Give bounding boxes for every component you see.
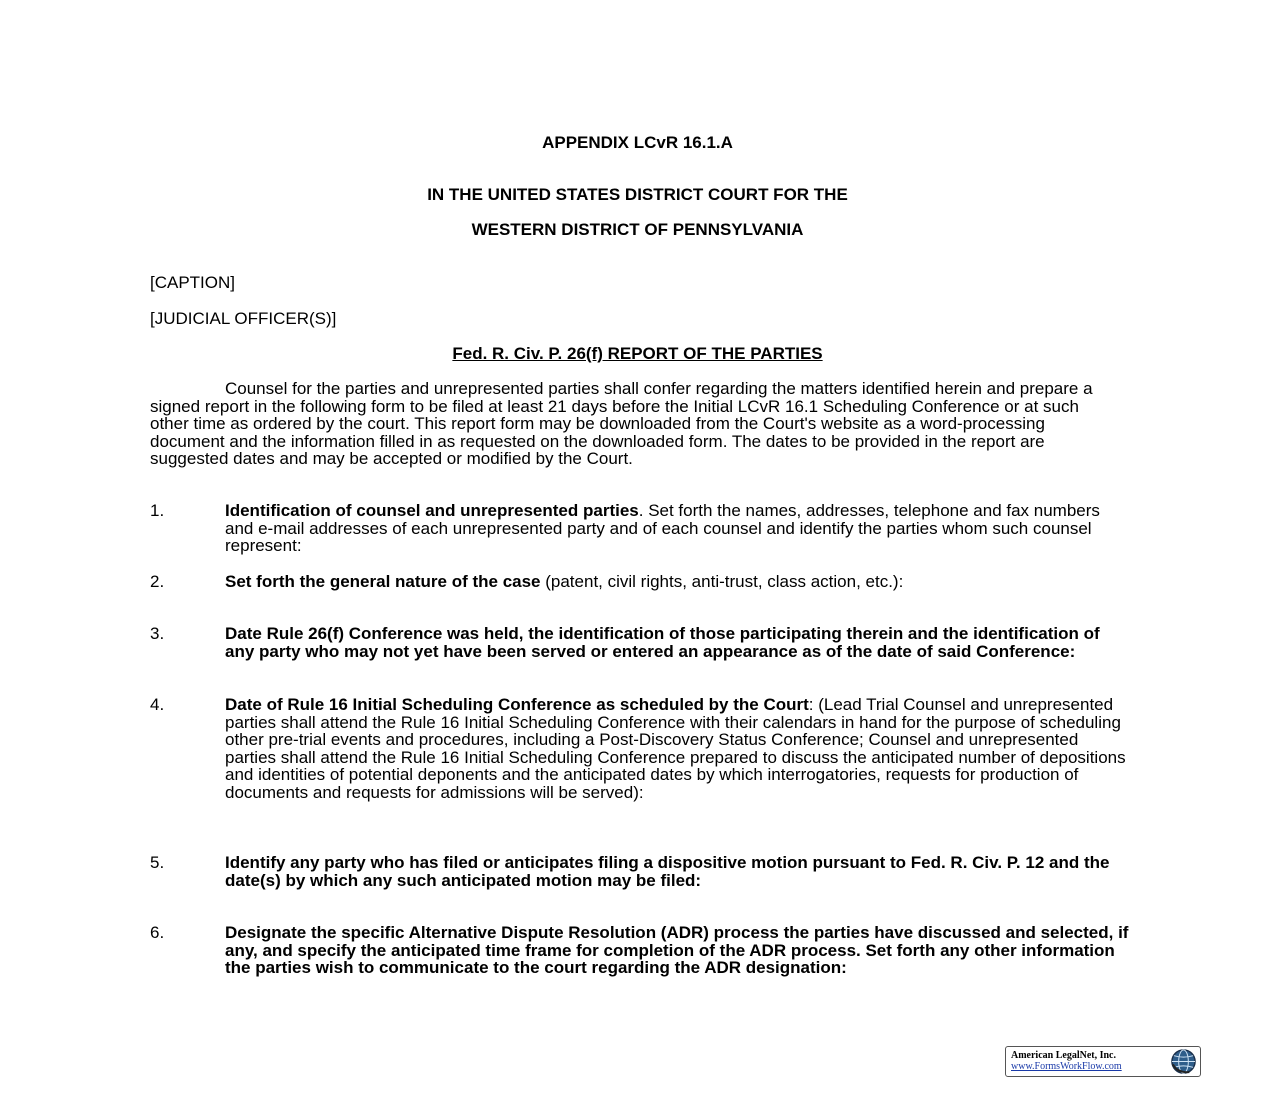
item-number: 2. [150,572,165,591]
item-number: 6. [150,923,165,942]
item-text: (patent, civil rights, anti-trust, class action, etc.): [540,572,904,591]
item-bold-text: Date Rule 26(f) Conference was held, the identification of those participating therein and the identification of any party who may not yet have been served or entered an appearance as of the date of said Conference: [225,624,1100,661]
logo-url-link[interactable]: www.FormsWorkFlow.com [1011,1061,1122,1072]
court-heading-line2: WESTERN DISTRICT OF PENNSYLVANIA [471,220,804,239]
caption-placeholder: [CAPTION] [150,273,236,292]
item-body [225,854,1130,889]
americanlegalnet-logo[interactable] [1005,1046,1201,1077]
judicial-officer-placeholder: [JUDICIAL OFFICER(S)] [150,309,337,328]
item-number: 1. [150,501,165,520]
item-text: : (Lead Trial Counsel and unrepresented parties shall attend the Rule 16 Initial Scheduling Conference with their calendars in hand for the purpose of scheduling other pre-trial events and procedures, including a Post-Discovery Status Conference; Counsel and unrepresented parties shall attend the Rule 16 Initial Scheduling Conference prepared to discuss the anticipated number of depositions and identities of potential deponents and the anticipated dates by which interrogatories, requests for production of documents and requests for admissions will be served): [225,695,1126,802]
intro-text: Counsel for the parties and unrepresented parties shall confer regarding the matters identified herein and prepare a signed report in the following form to be filed at least 21 days before the Initial LCvR 16.1 Scheduling Conference or at such other time as ordered by the court. This report form may be downloaded from the Court's website as a word-processing document and the information filled in as requested on the downloaded form. The dates to be provided in the report are suggested dates and may be accepted or modified by the Court. [150,379,1093,469]
item-number: 3. [150,624,165,643]
item-text: . Set forth the names, addresses, telephone and fax numbers and e-mail addresses of each unrepresented party and of each counsel and identify the parties whom such counsel represent: [225,501,1100,556]
item-bold-text: Designate the specific Alternative Dispute Resolution (ADR) process the parties have discussed and selected, if any, and specify the anticipated time frame for completion of the ADR process. Set forth any other information the parties wish to communicate to the court regarding the ADR designation: [225,923,1129,978]
court-heading-line1: IN THE UNITED STATES DISTRICT COURT FOR THE [427,185,848,204]
logo-company-name: American LegalNet, Inc. [1011,1050,1116,1061]
item-body [225,502,1130,555]
item-bold-text: Date of Rule 16 Initial Scheduling Conference as scheduled by the Court [225,695,809,714]
item-body [225,625,1130,660]
appendix-heading: APPENDIX LCvR 16.1.A [542,133,733,152]
item-body [225,696,1130,802]
item-bold-text: Identify any party who has filed or anticipates filing a dispositive motion pursuant to Fed. R. Civ. P. 12 and the date(s) by which any such anticipated motion may be filed: [225,853,1110,890]
globe-icon [1170,1048,1197,1075]
report-title: Fed. R. Civ. P. 26(f) REPORT OF THE PARTIES [452,344,823,363]
intro-paragraph [150,380,1110,468]
item-body [225,573,1130,591]
item-number: 5. [150,853,165,872]
item-bold-text: Set forth the general nature of the case [225,572,541,591]
item-bold-text: Identification of counsel and unrepresented parties [225,501,639,520]
item-number: 4. [150,695,165,714]
item-body [225,924,1130,977]
